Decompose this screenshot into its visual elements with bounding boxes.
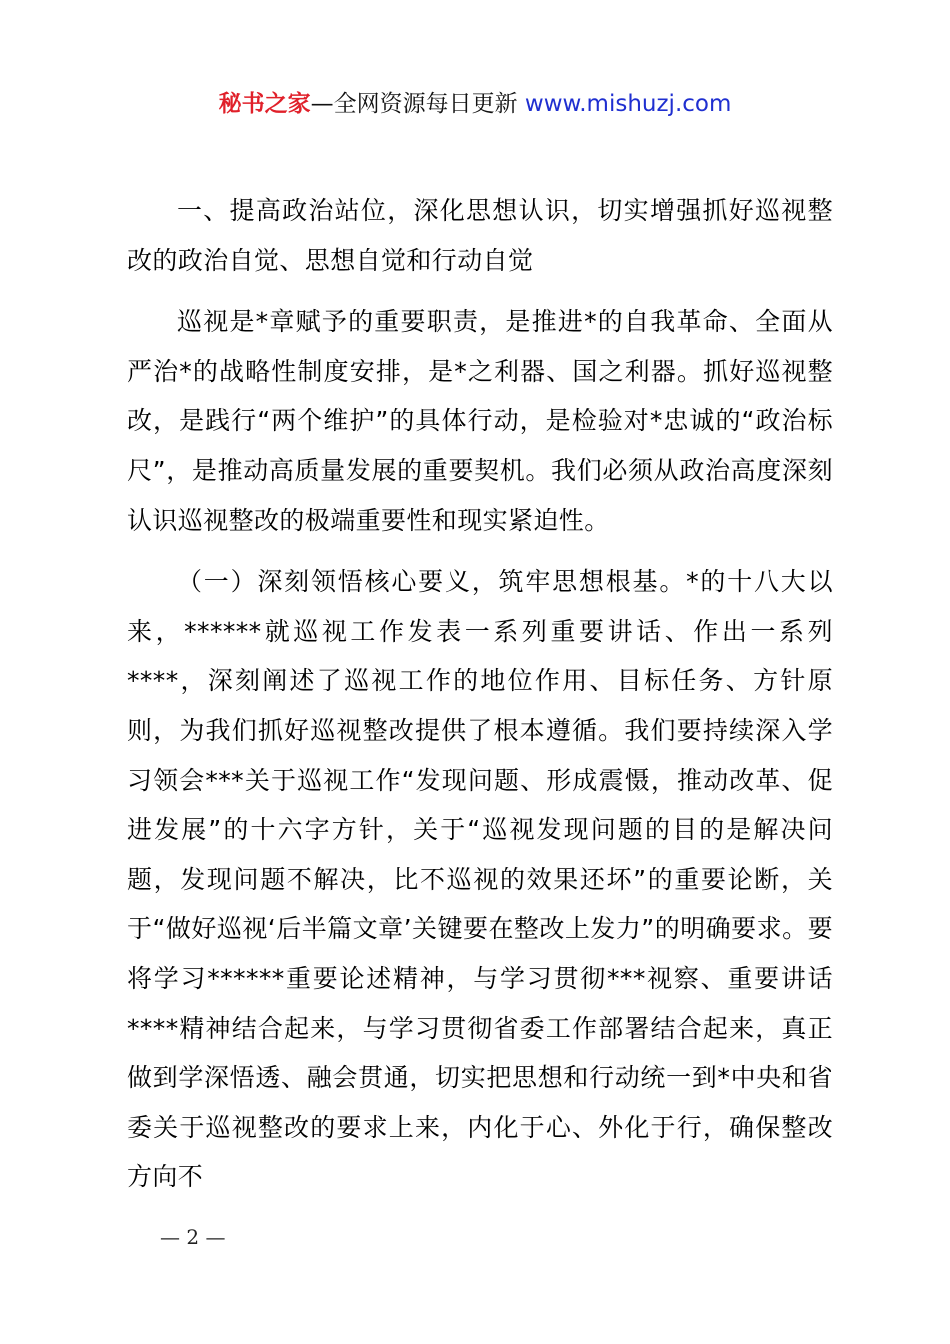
page-number: — 2 — <box>160 1225 226 1249</box>
body-paragraph: （一）深刻领悟核心要义，筑牢思想根基。*的十八大以来，******就巡视工作发表一系列重要讲话、作出一系列****，深刻阐述了巡视工作的地位作用、目标任务、方针原则，为我们抓好巡视整改提供了根本遵循。我们要持续深入学习领会***关于巡视工作“发现问题、形成震慑，推动改革、促进发展”的十六字方针，关于“巡视发现问题的目的是解决问题，发现问题不解决，比不巡视的效果还坏”的重要论断，关于“做好巡视‘后半篇文章’关键要在整改上发力”的明确要求。要将学习******重要论述精神，与学习贯彻***视察、重要讲话****精神结合起来，与学习贯彻省委工作部署结合起来，真正做到学深悟透、融会贯通，切实把思想和行动统一到*中央和省委关于巡视整改的要求上来，内化于心、外化于行，确保整改方向不 <box>127 567 833 1192</box>
section-heading: 一、提高政治站位，深化思想认识，切实增强抓好巡视整改的政治自觉、思想自觉和行动自觉 <box>127 196 833 275</box>
site-slogan: —全网资源每日更新 <box>310 91 518 117</box>
document-body <box>127 186 833 1214</box>
body-paragraph: 巡视是*章赋予的重要职责，是推进*的自我革命、全面从严治*的战略性制度安排，是*之利器、国之利器。抓好巡视整改，是践行“两个维护”的具体行动，是检验对*忠诚的“政治标尺”，是推动高质量发展的重要契机。我们必须从政治高度深刻认识巡视整改的极端重要性和现实紧迫性。 <box>127 307 833 535</box>
page-header <box>0 86 950 122</box>
site-url[interactable]: www.mishuzj.com <box>524 91 732 117</box>
site-brand: 秘书之家 <box>218 91 311 117</box>
